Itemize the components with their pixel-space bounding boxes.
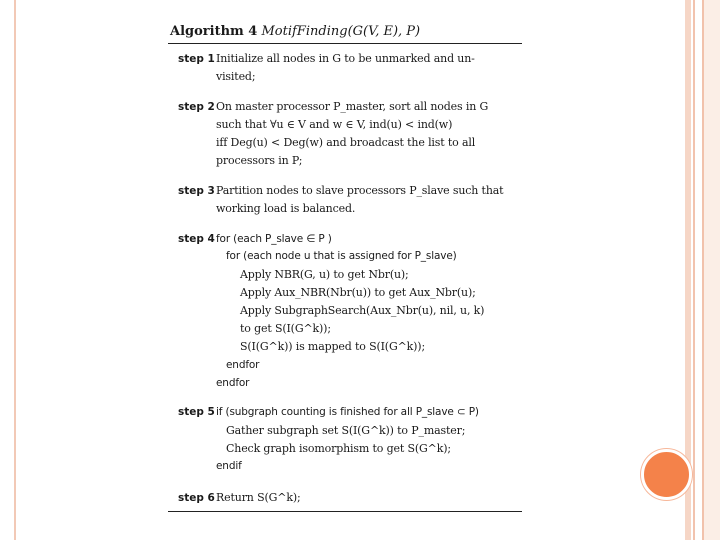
left-frame-border: [0, 0, 16, 540]
right-frame-rail-thin: [693, 0, 695, 540]
algorithm-title: [170, 24, 420, 39]
step-4-line-5: Apply SubgraphSearch(Aux_Nbr(u), nil, u, k): [240, 304, 485, 317]
step-5-line-4: endif: [216, 460, 242, 472]
bottom-rule: [168, 511, 522, 512]
step-2-line-3: iff Deg(u) < Deg(w) and broadcast the list to all: [216, 136, 476, 149]
step-4-line-7: S(I(G^k)) is mapped to S(I(G^k));: [240, 340, 426, 353]
algorithm-args: (G(V, E), P): [347, 24, 421, 39]
step-3-line-2: working load is balanced.: [216, 202, 356, 215]
step-1-line-2: visited;: [216, 70, 256, 83]
step-4-line-1: for (each P_slave ∈ P ): [216, 233, 332, 245]
step-6-label: step 6: [178, 492, 215, 504]
step-1-line-1: Initialize all nodes in G to be unmarked and un-: [216, 52, 475, 65]
top-rule: [168, 43, 522, 44]
step-4-line-3: Apply NBR(G, u) to get Nbr(u);: [240, 268, 409, 281]
step-3-line-1: Partition nodes to slave processors P_slave such that: [216, 184, 504, 197]
algorithm-figure: [168, 20, 522, 516]
step-5-line-3: Check graph isomorphism to get S(G^k);: [226, 442, 451, 455]
algorithm-label: Algorithm 4: [170, 24, 258, 39]
step-2-line-4: processors in P;: [216, 154, 303, 167]
step-5-label: step 5: [178, 406, 215, 418]
step-4-line-8: endfor: [226, 359, 260, 371]
slide-bullet-dot: [641, 449, 692, 500]
step-4-line-9: endfor: [216, 377, 250, 389]
step-2-line-2: such that ∀u ∈ V and w ∈ V, ind(u) < ind(w): [216, 118, 453, 131]
right-frame-edge: [702, 0, 720, 540]
step-4-line-2: for (each node u that is assigned for P_slave): [226, 250, 457, 262]
step-5-line-2: Gather subgraph set S(I(G^k)) to P_master;: [226, 424, 466, 437]
algorithm-name: MotifFinding: [261, 24, 348, 39]
step-5-line-1: if (subgraph counting is finished for all P_slave ⊂ P): [216, 406, 479, 418]
step-6-line-1: Return S(G^k);: [216, 491, 301, 504]
step-2-label: step 2: [178, 101, 215, 113]
step-1-label: step 1: [178, 53, 215, 65]
step-4-line-6: to get S(I(G^k));: [240, 322, 331, 335]
step-4-label: step 4: [178, 233, 215, 245]
step-2-line-1: On master processor P_master, sort all nodes in G: [216, 100, 489, 113]
step-3-label: step 3: [178, 185, 215, 197]
step-4-line-4: Apply Aux_NBR(Nbr(u)) to get Aux_Nbr(u);: [240, 286, 476, 299]
